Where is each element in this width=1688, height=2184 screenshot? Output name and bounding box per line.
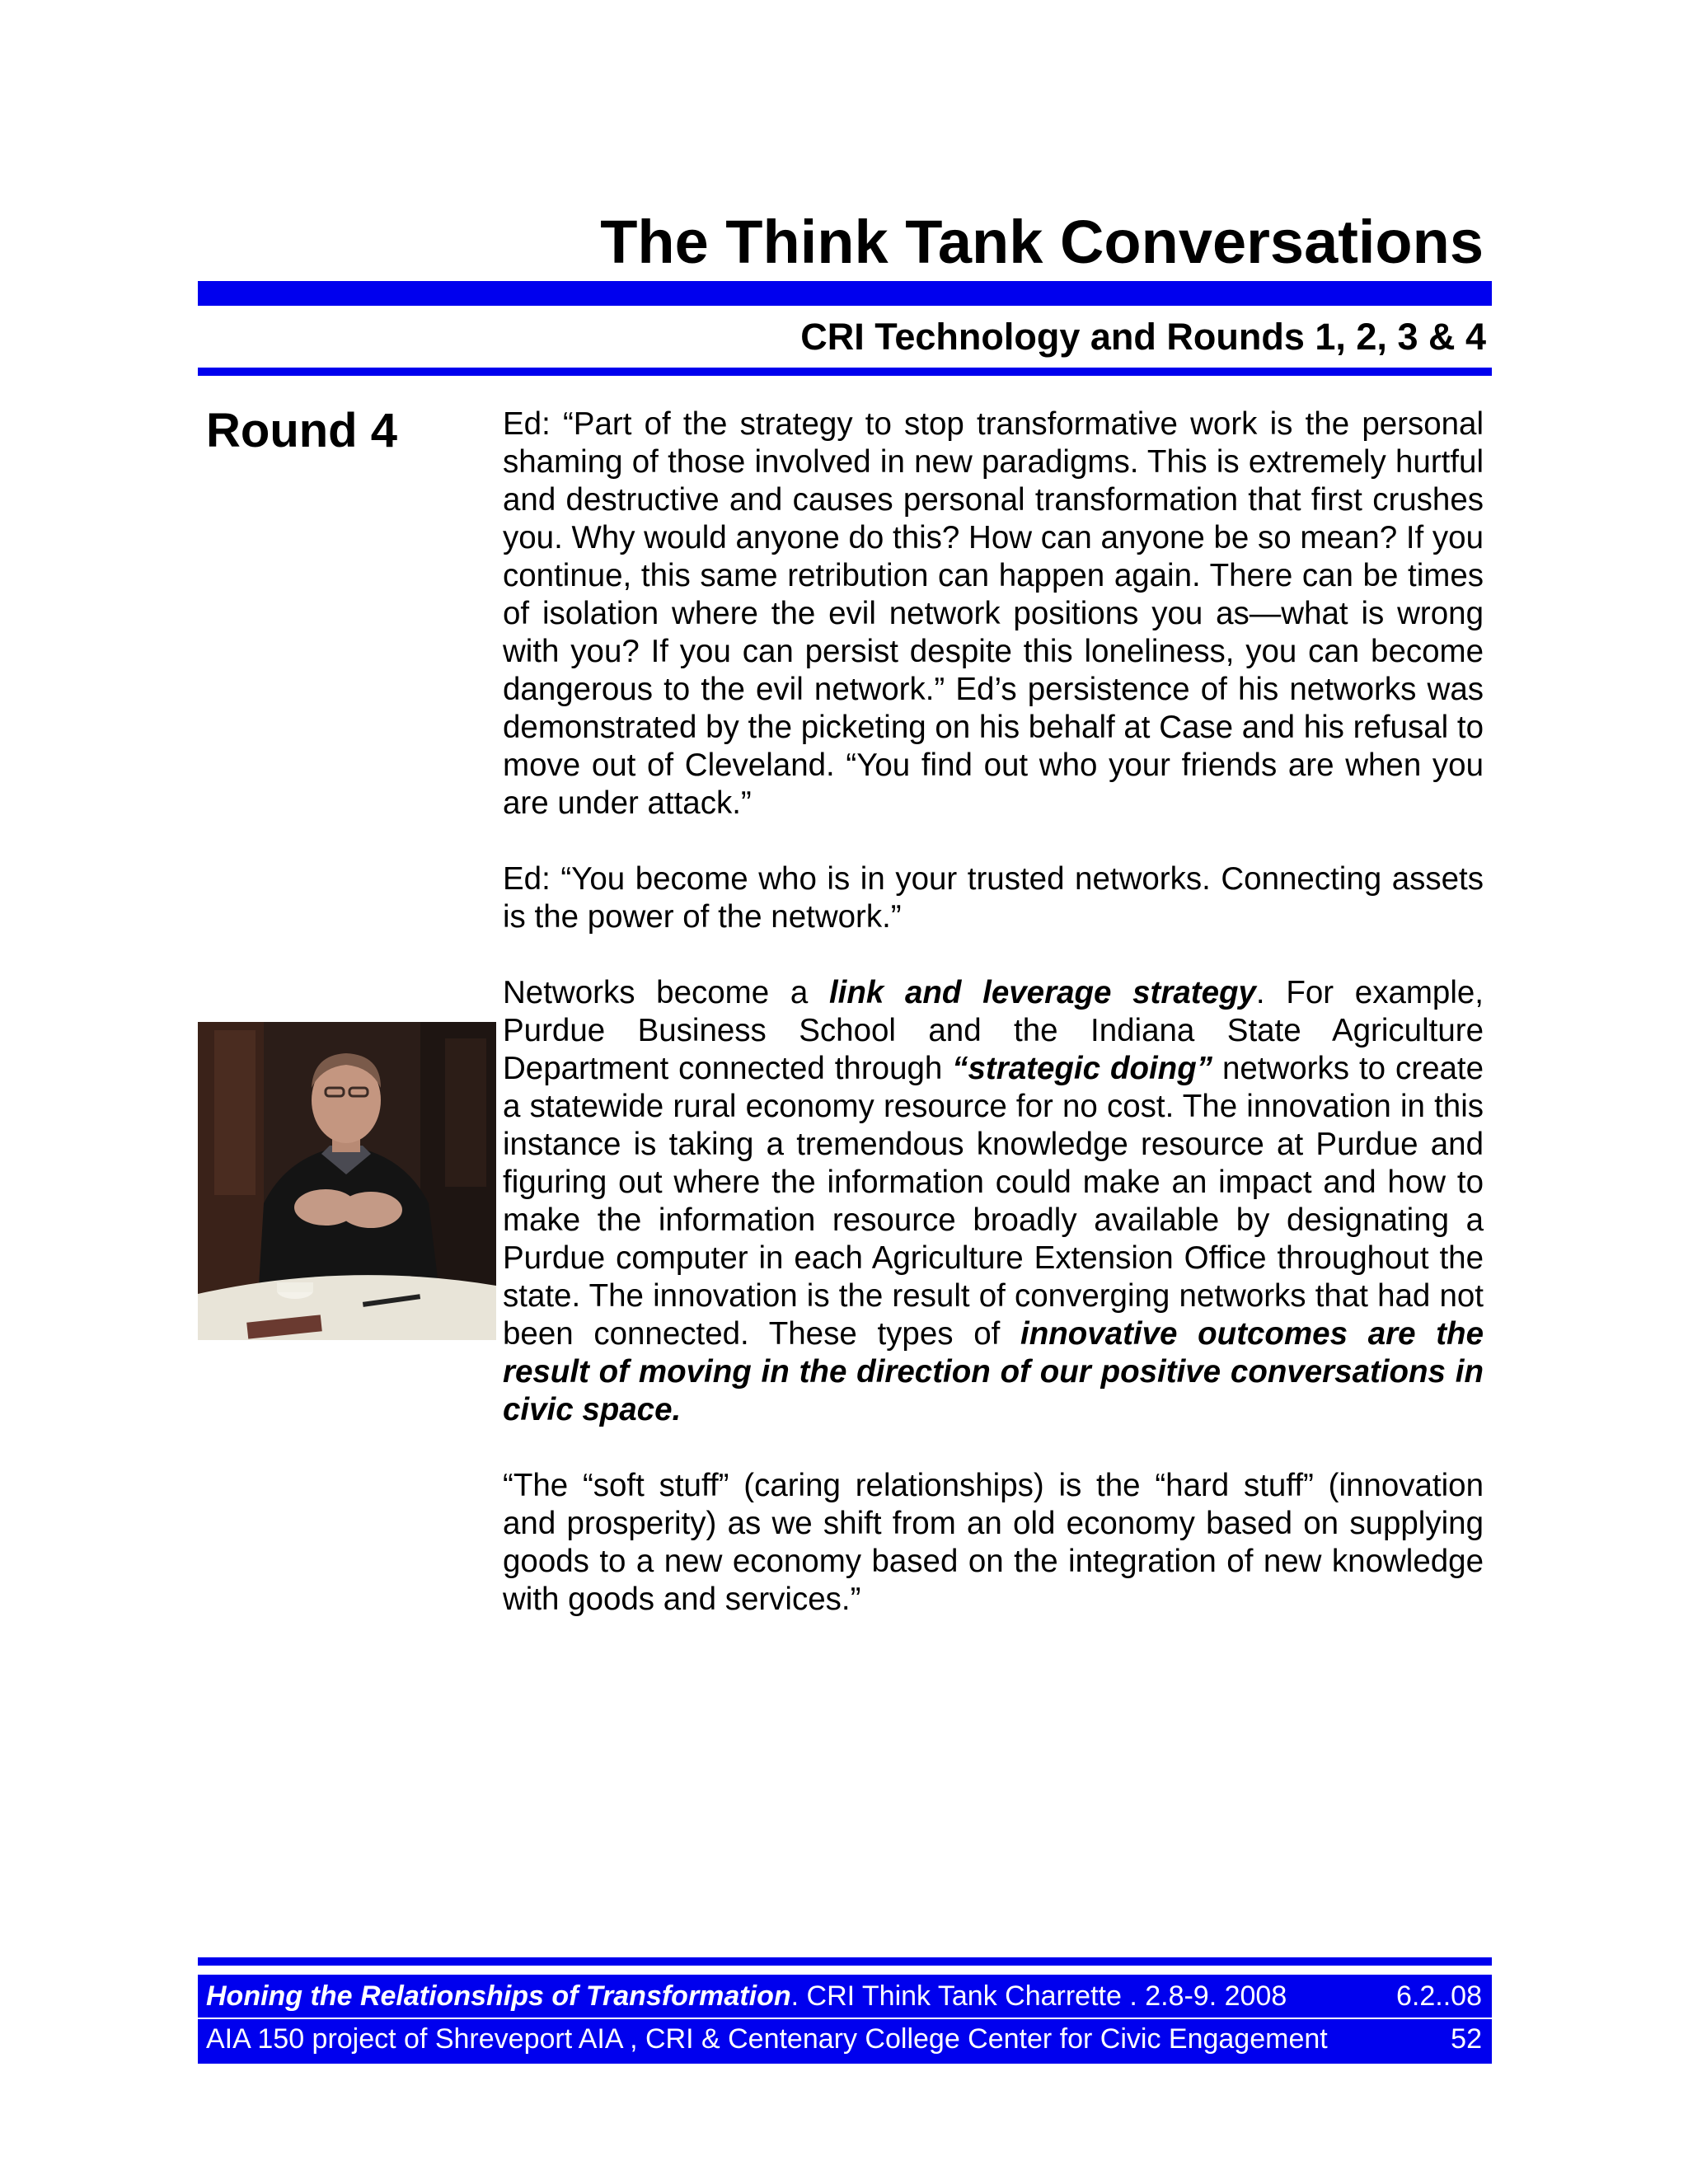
footer-citation	[206, 1976, 1287, 2016]
paragraph-3-text: networks to create a statewide rural economy resource for no cost. The innovation in this instance is taking a tremendous knowledge resource at Purdue and figuring out where the information could make an impact and how to make the information resource broadly available by designating a Purdue computer in each Agriculture Extension Office throughout the state. The innovation is the result of converging networks that had not been connected. These types of	[503, 1051, 1484, 1352]
footer	[198, 1975, 1492, 2064]
emphasis-strategic-doing: “strategic doing”	[952, 1051, 1212, 1086]
footer-project: AIA 150 project of Shreveport AIA , CRI & Centenary College Center for Civic Engagement	[206, 2023, 1328, 2055]
paragraph-4: “The “soft stuff” (caring relationships) is the “hard stuff” (innovation and prosperity) as we shift from an old economy based on supplying goods to a new economy based on the integration of new knowledge with goods and services.”	[503, 1468, 1484, 1617]
page-number: 52	[1451, 2023, 1482, 2055]
page-title: The Think Tank Conversations	[600, 208, 1484, 276]
footer-line-2	[206, 2019, 1482, 2059]
footer-publication-title: Honing the Relationships of Transformation	[206, 1980, 791, 2012]
body-text	[503, 405, 1484, 1657]
footer-rule	[198, 1957, 1492, 1966]
footer-line-1	[206, 1976, 1482, 2016]
paragraph-2: Ed: “You become who is in your trusted networks. Connecting assets is the power of the network.”	[503, 861, 1484, 935]
paragraph-3-text: Networks become a	[503, 975, 829, 1010]
emphasis-link-leverage: link and leverage strategy	[828, 975, 1256, 1010]
subtitle-rule	[198, 368, 1492, 376]
title-rule	[198, 281, 1492, 306]
emphasis-innovative-outcomes: innovative outcomes are the result of moving in the direction of our positive conversations in civic space.	[503, 1316, 1484, 1427]
speaker-photo	[198, 1022, 496, 1340]
footer-event: . CRI Think Tank Charrette . 2.8-9. 2008	[790, 1980, 1287, 2012]
speaker-photo-image	[198, 1022, 496, 1340]
footer-date: 6.2..08	[1396, 1980, 1482, 2012]
section-label: Round 4	[206, 404, 397, 457]
paragraph-3-text: . For example, Purdue Business School and the Indiana State Agriculture Department connected through	[503, 975, 1484, 1086]
page-subtitle: CRI Technology and Rounds 1, 2, 3 & 4	[800, 316, 1486, 358]
paragraph-3	[503, 974, 1484, 1429]
paragraph-1: Ed: “Part of the strategy to stop transformative work is the personal shaming of those involved in new paradigms. This is extremely hurtful and destructive and causes personal transformation that first crushes you. Why would anyone do this? How can anyone be so mean? If you continue, this same retribution can happen again. There can be times of isolation where the evil network positions you as—what is wrong with you? If you can persist despite this loneliness, you can become dangerous to the evil network.” Ed’s persistence of his networks was demonstrated by the picketing on his behalf at Case and his refusal to move out of Cleveland. “You find out who your friends are when you are under attack.”	[503, 406, 1484, 821]
